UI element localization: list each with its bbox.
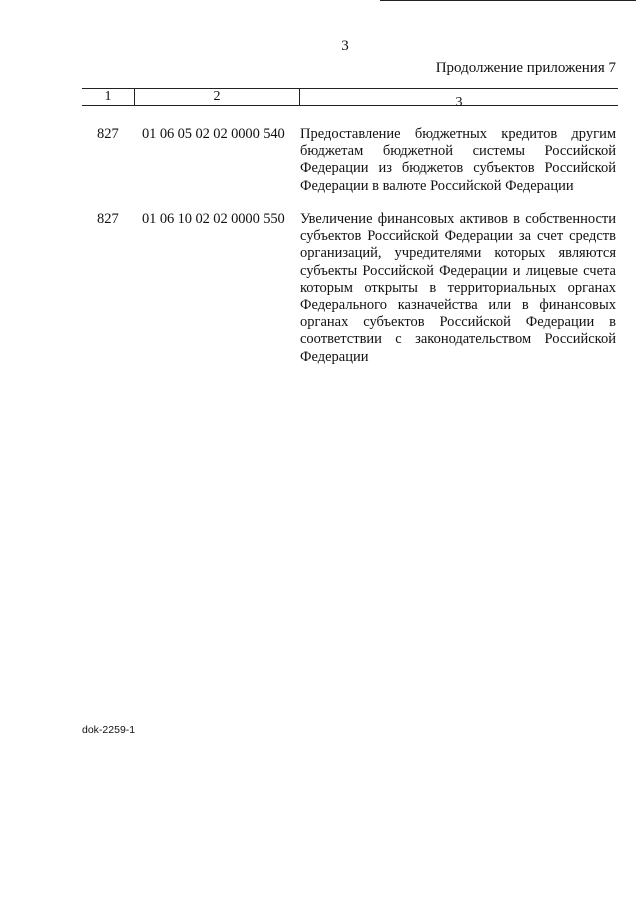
admin-code: 827 <box>97 126 119 142</box>
document-code: dok-2259-1 <box>82 724 136 736</box>
budget-classification-code: 01 06 10 02 02 0000 550 <box>142 211 285 227</box>
admin-code: 827 <box>97 211 119 227</box>
column-header-3: 3 <box>455 95 463 110</box>
appendix-continuation-label: Продолжение приложения 7 <box>435 60 616 76</box>
table-column-header <box>82 88 618 110</box>
top-rule <box>380 0 636 1</box>
column-header-2: 2 <box>135 89 300 105</box>
budget-classification-code: 01 06 05 02 02 0000 540 <box>142 126 285 142</box>
row-description: Предоставление бюджетных кредитов другим бюджетам бюджетной системы Российской Федерации из бюджетов субъектов Российской Федерации в валюте Российской Федерации <box>300 126 616 194</box>
column-header-1: 1 <box>82 89 135 105</box>
page-number: 3 <box>341 38 349 54</box>
row-description: Увеличение финансовых активов в собственности субъектов Российской Федерации за счет средств организаций, учредителями которых являются субъекты Российской Федерации и лицевые счета которым открыты в территориальных органах Федерального казначейства или в финансовых органах субъектов Российской Федерации в соответствии с законодательством Российской Федерации <box>300 211 616 365</box>
